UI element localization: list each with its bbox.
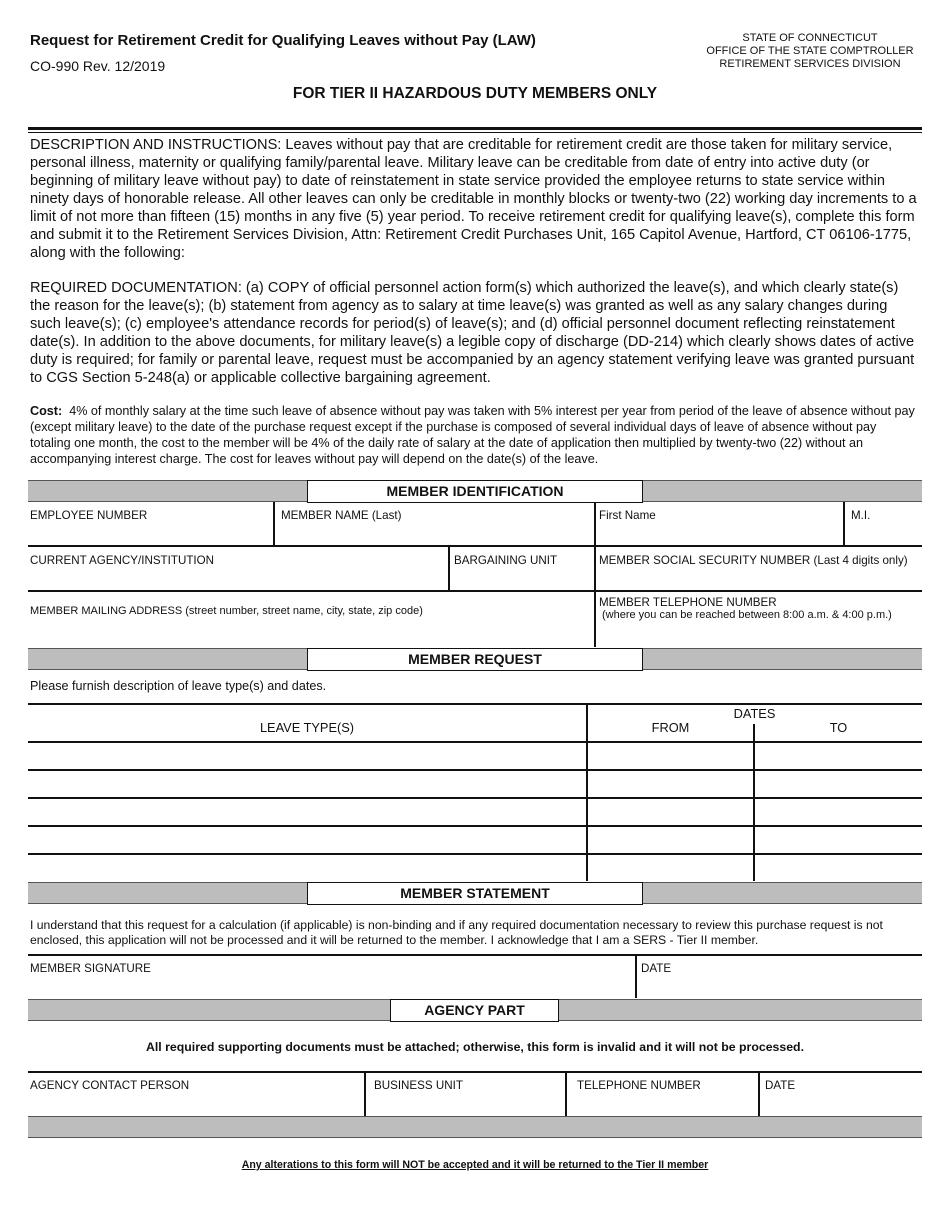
member-request-band [28, 648, 922, 670]
header-divider [28, 127, 922, 130]
member-name-last-field[interactable] [281, 526, 589, 544]
member-request-heading: MEMBER REQUEST [307, 648, 643, 671]
field-divider [565, 1072, 567, 1116]
to-date-cell[interactable] [757, 800, 919, 824]
leave-type-cell[interactable] [30, 772, 582, 796]
field-divider [448, 546, 450, 590]
leave-type-cell[interactable] [30, 800, 582, 824]
table-row-divider [28, 769, 922, 771]
from-header: FROM [651, 720, 690, 735]
table-top-border [28, 703, 922, 705]
agency-part-band [28, 999, 922, 1021]
table-row-divider [28, 825, 922, 827]
member-name-last-label: MEMBER NAME (Last) [281, 509, 402, 522]
row-divider [28, 1071, 922, 1073]
form-title: Request for Retirement Credit for Qualifying Leaves without Pay (LAW) [30, 32, 536, 49]
mi-field[interactable] [851, 526, 917, 544]
business-unit-field[interactable] [374, 1095, 560, 1113]
member-statement-heading: MEMBER STATEMENT [307, 882, 643, 905]
field-divider [594, 546, 596, 590]
form-subtitle: FOR TIER II HAZARDOUS DUTY MEMBERS ONLY [292, 85, 658, 102]
agency-contact-field[interactable] [30, 1095, 358, 1113]
field-divider [594, 502, 596, 546]
form-code: CO-990 Rev. 12/2019 [30, 58, 166, 74]
field-divider [364, 1072, 366, 1116]
member-statement-band [28, 882, 922, 904]
agency-telephone-field[interactable] [577, 1095, 753, 1113]
mailing-address-label: MEMBER MAILING ADDRESS (street number, street name, city, state, zip code) [30, 605, 423, 617]
ssn-field[interactable] [599, 571, 917, 589]
mi-label: M.I. [851, 509, 871, 522]
field-divider [273, 502, 275, 546]
first-name-field[interactable] [599, 526, 837, 544]
first-name-label: First Name [599, 509, 656, 522]
from-date-cell[interactable] [590, 856, 750, 880]
table-row-divider [28, 853, 922, 855]
member-signature-label: MEMBER SIGNATURE [30, 962, 151, 975]
from-date-cell[interactable] [590, 744, 750, 768]
footer-notice: Any alterations to this form will NOT be accepted and it will be returned to the Tier II member [241, 1159, 709, 1171]
agency-line: OFFICE OF THE STATE COMPTROLLER [706, 45, 914, 57]
member-request-note: Please furnish description of leave type(s) and dates. [30, 679, 327, 693]
table-row-divider [28, 741, 922, 743]
table-row-divider [28, 797, 922, 799]
field-divider [635, 955, 637, 998]
leave-types-header: LEAVE TYPE(S) [259, 720, 355, 735]
member-signature-field[interactable] [30, 978, 628, 996]
member-statement-text: I understand that this request for a calculation (if applicable) is non-binding and if any required documentation necessary to review this purchase request is not enclosed, this application will not be processed and it will be returned to the member. I acknowledge that I am a SERS - Tier II member. [30, 918, 883, 947]
from-date-cell[interactable] [590, 828, 750, 852]
current-agency-label: CURRENT AGENCY/INSTITUTION [30, 554, 215, 567]
cost-text: 4% of monthly salary at the time such leave of absence without pay was taken with 5% interest per year from period of the leave of absence without pay (except military leave) to the date of the purchase request except if the purchase is composed of several individual days of leave of absence without pay totaling one month, the cost to the member will be 4% of the daily rate of salary at the date of application then multiplied by twenty-two (22) without an accompanying interest charge. The cost for leaves without pay will depend on the date(s) of the leave. [30, 404, 915, 466]
agency-date-label: DATE [765, 1079, 796, 1092]
dates-header: DATES [733, 706, 776, 721]
to-header: TO [829, 720, 848, 735]
telephone-label: MEMBER TELEPHONE NUMBER [599, 596, 777, 609]
employee-number-field[interactable] [30, 526, 270, 544]
required-documentation: REQUIRED DOCUMENTATION: (a) COPY of official personnel action form(s) which authorized the leave(s), and which clearly state(s) the reason for the leave(s); (b) statement from agency as to salary at time leave(s) was granted as well as any salary changes during such leave(s); (c) employee's attendance records for period(s) of leave(s); and (d) official personnel document reflecting reinstatement date(s). In addition to the above documents, for military leave(s) a legible copy of discharge (DD-214) which clearly shows dates of active duty is required; for family or parental leave, request must be accompanied by an agency statement verifying leave was granted pursuant to CGS Section 5-248(a) or applicable collective bargaining agreement. [30, 280, 915, 386]
agency-line: STATE OF CONNECTICUT [742, 32, 878, 44]
mailing-address-field[interactable] [30, 622, 588, 642]
to-date-cell[interactable] [757, 744, 919, 768]
telephone-note: (where you can be reached between 8:00 a.m. & 4:00 p.m.) [602, 609, 892, 621]
agency-bottom-band [28, 1116, 922, 1138]
row-divider [28, 545, 922, 547]
to-date-cell[interactable] [757, 856, 919, 880]
field-divider [758, 1072, 760, 1116]
row-divider [28, 590, 922, 592]
telephone-field[interactable] [599, 625, 917, 643]
agency-header [690, 32, 930, 71]
description-instructions: DESCRIPTION AND INSTRUCTIONS: Leaves without pay that are creditable for retirement credit are those taken for military service, personal illness, maternity or qualifying family/parental leave. Military leave can be creditable from date of entry into active duty (or beginning of military leave without pay) to date of reinstatement in state service provided the employee returns to state service within ninety days of honorable release. All other leaves can only be creditable in monthly blocks or twenty-two (22) working day increments to a limit of not more than fifteen (15) months in any five (5) year period. To receive retirement credit for qualifying leave(s), complete this form and submit it to the Retirement Services Division, Attn: Retirement Credit Purchases Unit, 165 Capitol Avenue, Hartford, CT 06106-1775, along with the following: [30, 137, 917, 261]
cost-paragraph [30, 403, 920, 467]
header-divider-thin [28, 132, 922, 133]
member-date-field[interactable] [641, 978, 917, 996]
agency-notice: All required supporting documents must be attached; otherwise, this form is invalid and it will not be processed. [146, 1040, 804, 1054]
member-identification-heading: MEMBER IDENTIFICATION [307, 480, 643, 503]
agency-part-heading: AGENCY PART [390, 999, 559, 1022]
member-date-label: DATE [641, 962, 672, 975]
member-identification-band [28, 480, 922, 502]
agency-telephone-label: TELEPHONE NUMBER [577, 1079, 701, 1092]
leave-type-cell[interactable] [30, 856, 582, 880]
agency-date-field[interactable] [765, 1095, 917, 1113]
business-unit-label: BUSINESS UNIT [374, 1079, 463, 1092]
to-date-cell[interactable] [757, 772, 919, 796]
table-column-divider [753, 724, 755, 881]
employee-number-label: EMPLOYEE NUMBER [30, 509, 148, 522]
agency-line: RETIREMENT SERVICES DIVISION [719, 58, 901, 70]
bargaining-unit-label: BARGAINING UNIT [454, 554, 558, 567]
from-date-cell[interactable] [590, 772, 750, 796]
to-date-cell[interactable] [757, 828, 919, 852]
leave-type-cell[interactable] [30, 828, 582, 852]
current-agency-field[interactable] [30, 571, 442, 589]
from-date-cell[interactable] [590, 800, 750, 824]
bargaining-unit-field[interactable] [454, 571, 590, 589]
row-divider [28, 954, 922, 956]
field-divider [843, 502, 845, 546]
agency-contact-label: AGENCY CONTACT PERSON [30, 1079, 190, 1092]
cost-label: Cost: [30, 404, 63, 418]
field-divider [594, 591, 596, 647]
leave-type-cell[interactable] [30, 744, 582, 768]
ssn-label: MEMBER SOCIAL SECURITY NUMBER (Last 4 digits only) [599, 554, 908, 567]
